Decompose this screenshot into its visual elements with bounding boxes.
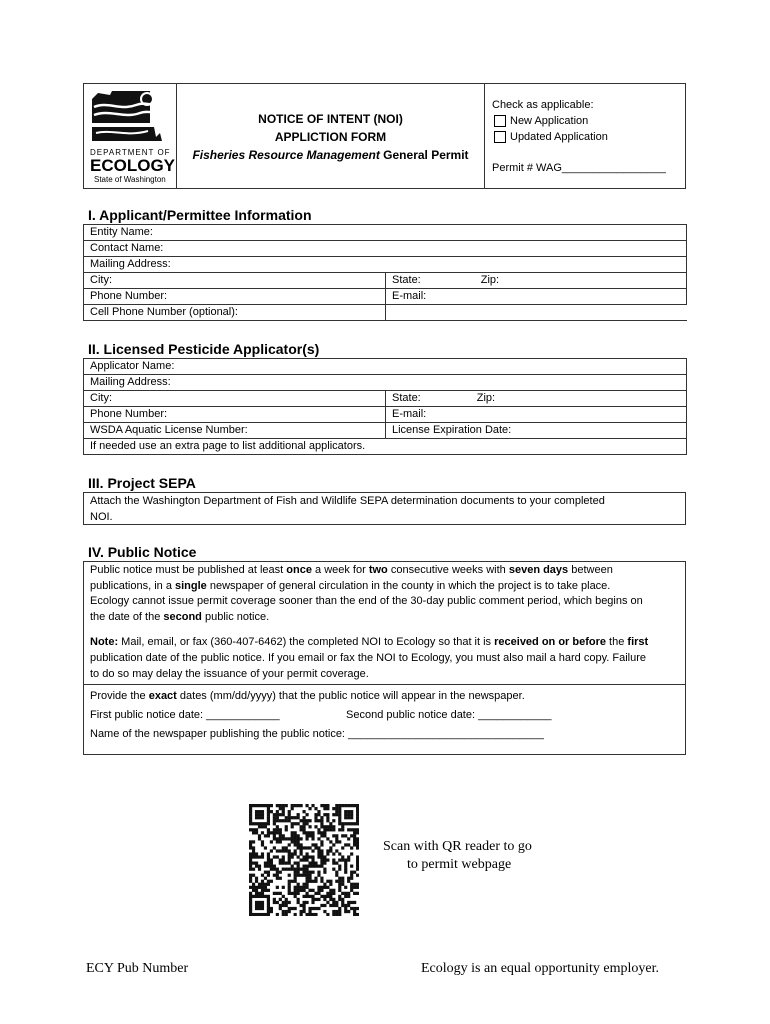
notice-p1-line4: the date of the second public notice. <box>90 610 270 623</box>
public-notice-box <box>83 561 686 755</box>
first-notice-date-field[interactable]: First public notice date: ____________ <box>90 709 280 722</box>
dates-row <box>84 705 685 725</box>
permit-name <box>177 147 484 164</box>
applicator-state-zip-cell[interactable] <box>386 391 687 407</box>
logo-line1: DEPARTMENT OF <box>90 148 171 157</box>
state-field[interactable]: State: <box>392 274 421 286</box>
notice-p1-line2: publications, in a single newspaper of general circulation in the county in which the project is to take place. <box>90 579 611 592</box>
applicator-name-field[interactable]: Applicator Name: <box>84 359 687 375</box>
zip-field[interactable]: Zip: <box>480 274 500 286</box>
extra-applicators-note: If needed use an extra page to list additional applicators. <box>84 439 687 455</box>
phone-field[interactable]: Phone Number: <box>84 289 386 305</box>
second-notice-date-field[interactable]: Second public notice date: ____________ <box>346 709 552 722</box>
updated-application-checkbox[interactable] <box>494 131 506 143</box>
license-number-field[interactable]: WSDA Aquatic License Number: <box>84 423 386 439</box>
updated-application-option[interactable] <box>494 130 608 145</box>
applicant-table <box>83 224 687 321</box>
notice-p1-line1: Public notice must be published at least once a week for two consecutive weeks with seven days between <box>90 564 613 576</box>
applicator-city-field[interactable]: City: <box>84 391 386 407</box>
entity-name-field[interactable]: Entity Name: <box>84 225 687 241</box>
city-field[interactable]: City: <box>84 273 386 289</box>
section4-heading: IV. Public Notice <box>88 544 197 560</box>
cell-phone-field[interactable]: Cell Phone Number (optional): <box>84 305 386 321</box>
check-label: Check as applicable: <box>492 99 594 111</box>
contact-name-field[interactable]: Contact Name: <box>84 241 687 257</box>
sepa-box <box>83 492 686 525</box>
newspaper-name-field[interactable]: Name of the newspaper publishing the public notice: ________________________________ <box>90 728 544 741</box>
sepa-line2: NOI. <box>90 510 113 523</box>
new-application-label: New Application <box>510 115 589 127</box>
state-zip-cell[interactable] <box>386 273 687 289</box>
empty-cell <box>386 305 687 321</box>
qr-caption-line2: to permit webpage <box>407 857 512 872</box>
sepa-line1: Attach the Washington Department of Fish and Wildlife SEPA determination documents to your completed <box>90 495 605 507</box>
applicator-state-field[interactable]: State: <box>392 392 421 404</box>
notice-p1-line3: Ecology cannot issue permit coverage sooner than the end of the 30-day public comment period, which begins on <box>90 595 643 608</box>
form-subtitle: APPLICTION FORM <box>274 130 387 144</box>
washington-state-logo-icon <box>90 89 170 149</box>
applicator-table <box>83 358 687 455</box>
applicator-mailing-field[interactable]: Mailing Address: <box>84 375 687 391</box>
section2-heading: II. Licensed Pesticide Applicator(s) <box>88 341 320 357</box>
notice-p2-line1: Note: Mail, email, or fax (360-407-6462) the completed NOI to Ecology so that it is received on or before the first <box>90 636 649 649</box>
mailing-address-field[interactable]: Mailing Address: <box>84 257 687 273</box>
equal-opportunity-statement: Ecology is an equal opportunity employer. <box>421 961 659 976</box>
license-expiration-field[interactable]: License Expiration Date: <box>386 423 687 439</box>
new-application-option[interactable] <box>494 114 588 129</box>
applicator-email-field[interactable]: E-mail: <box>386 407 687 423</box>
check-applicable-cell <box>484 84 685 188</box>
section1-heading: I. Applicant/Permittee Information <box>88 207 312 223</box>
new-application-checkbox[interactable] <box>494 115 506 127</box>
form-header <box>83 83 686 189</box>
applicator-phone-field[interactable]: Phone Number: <box>84 407 386 423</box>
logo-line2: ECOLOGY <box>90 156 176 175</box>
updated-application-label: Updated Application <box>510 131 608 143</box>
dates-section <box>84 684 685 743</box>
logo-line3: State of Washington <box>94 175 166 184</box>
email-field[interactable]: E-mail: <box>386 289 687 305</box>
notice-p2-line2: publication date of the public notice. If you email or fax the NOI to Ecology, you must also mail a hard copy. Failure <box>90 651 646 664</box>
permit-name-italic: Fisheries Resource Management <box>192 148 380 162</box>
form-title: NOTICE OF INTENT (NOI) <box>258 112 403 126</box>
notice-p2-line3: to do so may delay the issuance of your permit coverage. <box>90 667 369 680</box>
qr-code-icon[interactable] <box>249 804 359 916</box>
ecology-logo <box>84 84 177 188</box>
exact-dates-instruction: Provide the exact dates (mm/dd/yyyy) that the public notice will appear in the newspaper. <box>90 690 525 703</box>
permit-name-rest: General Permit <box>379 148 469 162</box>
section3-heading: III. Project SEPA <box>88 475 196 491</box>
pub-number: ECY Pub Number <box>86 961 189 976</box>
qr-caption-line1: Scan with QR reader to go <box>383 839 532 854</box>
permit-number-field[interactable]: Permit # WAG_________________ <box>492 162 666 174</box>
applicator-zip-field[interactable]: Zip: <box>476 392 496 404</box>
